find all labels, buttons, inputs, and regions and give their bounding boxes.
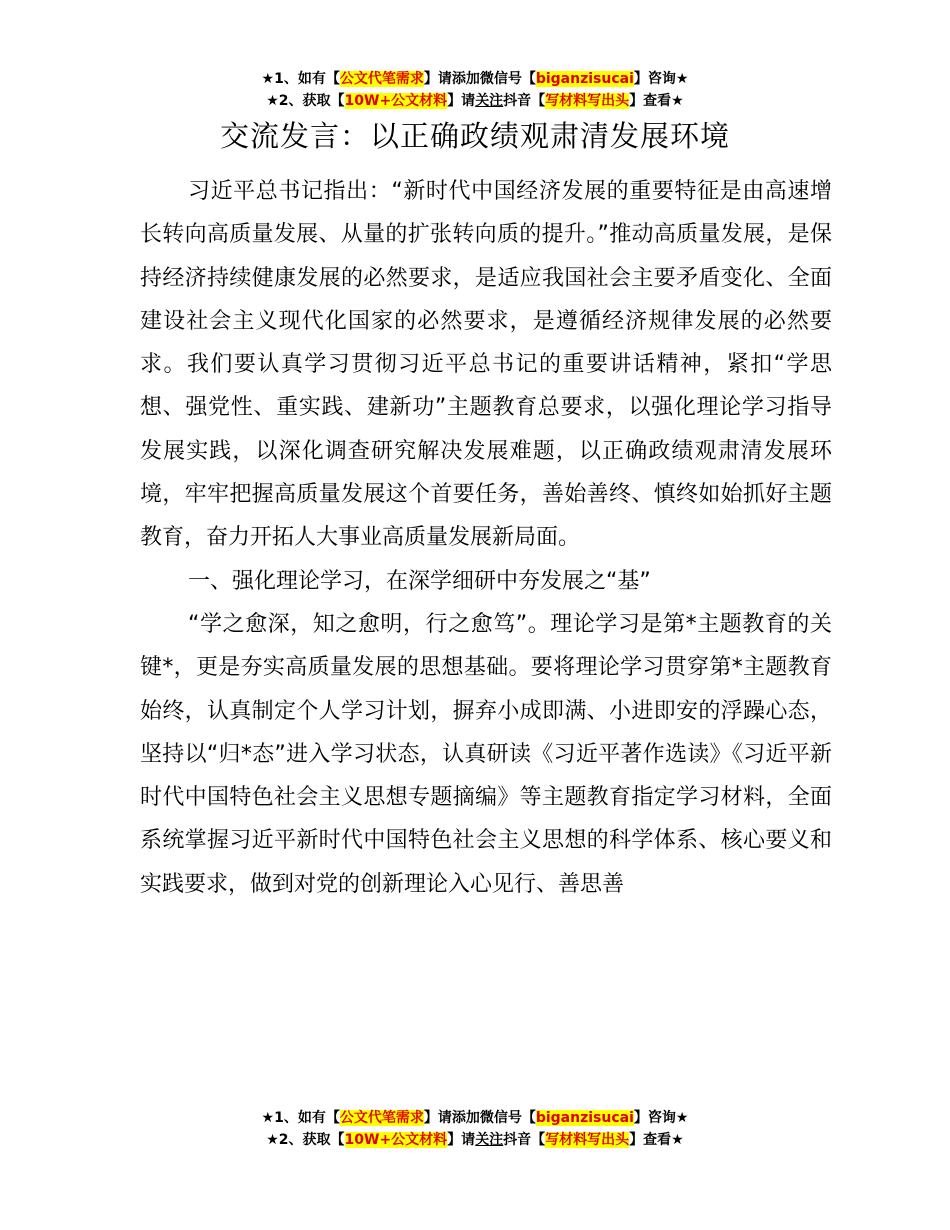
- highlight-text: 公文代笔需求: [339, 1110, 424, 1126]
- banner-text: ★1、如有【: [261, 1110, 340, 1126]
- highlight-text: biganzisucai: [535, 71, 634, 87]
- banner-text: 】咨询★: [633, 71, 689, 87]
- highlight-text: biganzisucai: [535, 1110, 634, 1126]
- bottom-banner: [0, 1107, 950, 1151]
- banner-line-1: [0, 68, 950, 90]
- underline-text: 关注: [475, 93, 504, 109]
- banner-text: 抖音【: [503, 93, 546, 109]
- banner-text: 】查看★: [629, 1132, 684, 1148]
- banner-text: 】咨询★: [633, 1110, 689, 1126]
- banner-text: ★2、获取【: [266, 1132, 345, 1148]
- top-banner: [0, 68, 950, 112]
- highlight-text: 写材料写出头: [545, 93, 630, 109]
- paragraph-intro: 习近平总书记指出：“新时代中国经济发展的重要特征是由高速增长转向高质量发展、从量的扩张转向质的提升。”推动高质量发展，是保持经济持续健康发展的必然要求，是适应我国社会主要矛盾变化、全面建设社会主义现代化国家的必然要求，是遵循经济规律发展的必然要求。我们要认真学习贯彻习近平总书记的重要讲话精神，紧扣“学思想、强党性、重实践、建新功”主题教育总要求，以强化理论学习指导发展实践，以深化调查研究解决发展难题，以正确政绩观肃清发展环境，牢牢把握高质量发展这个首要任务，善始善终、慎终如始抓好主题教育，奋力开拓人大事业高质量发展新局面。: [140, 179, 832, 551]
- highlight-text: 10W+公文材料: [344, 1132, 448, 1148]
- banner-line-2: [0, 1129, 950, 1151]
- highlight-text: 写材料写出头: [545, 1132, 630, 1148]
- banner-text: ★1、如有【: [261, 71, 340, 87]
- document-body: [140, 170, 832, 906]
- banner-text: 】请: [447, 93, 476, 109]
- highlight-text: 公文代笔需求: [339, 71, 424, 87]
- section-heading-1: 一、强化理论学习，在深学细研中夯发展之“基”: [188, 568, 651, 594]
- banner-text: 】请添加微信号【: [423, 1110, 536, 1126]
- banner-text: 】请添加微信号【: [423, 71, 536, 87]
- banner-text: 】查看★: [629, 93, 684, 109]
- banner-text: 抖音【: [503, 1132, 546, 1148]
- highlight-text: 10W+公文材料: [344, 93, 448, 109]
- underline-text: 关注: [475, 1132, 504, 1148]
- banner-line-1: [0, 1107, 950, 1129]
- document-title: 交流发言：以正确政绩观肃清发展环境: [219, 119, 730, 153]
- paragraph-section-1: “学之愈深，知之愈明，行之愈笃”。理论学习是第*主题教育的关键*，更是夯实高质量发展的思想基础。要将理论学习贯穿第*主题教育始终，认真制定个人学习计划，摒弃小成即满、小进即安的浮躁心态，坚持以“归*态”进入学习状态，认真研读《习近平著作选读》《习近平新时代中国特色社会主义思想专题摘编》等主题教育指定学习材料，全面系统掌握习近平新时代中国特色社会主义思想的科学体系、核心要义和实践要求，做到对党的创新理论入心见行、善思善: [140, 611, 832, 897]
- banner-text: 】请: [447, 1132, 476, 1148]
- banner-text: ★2、获取【: [266, 93, 345, 109]
- banner-line-2: [0, 90, 950, 112]
